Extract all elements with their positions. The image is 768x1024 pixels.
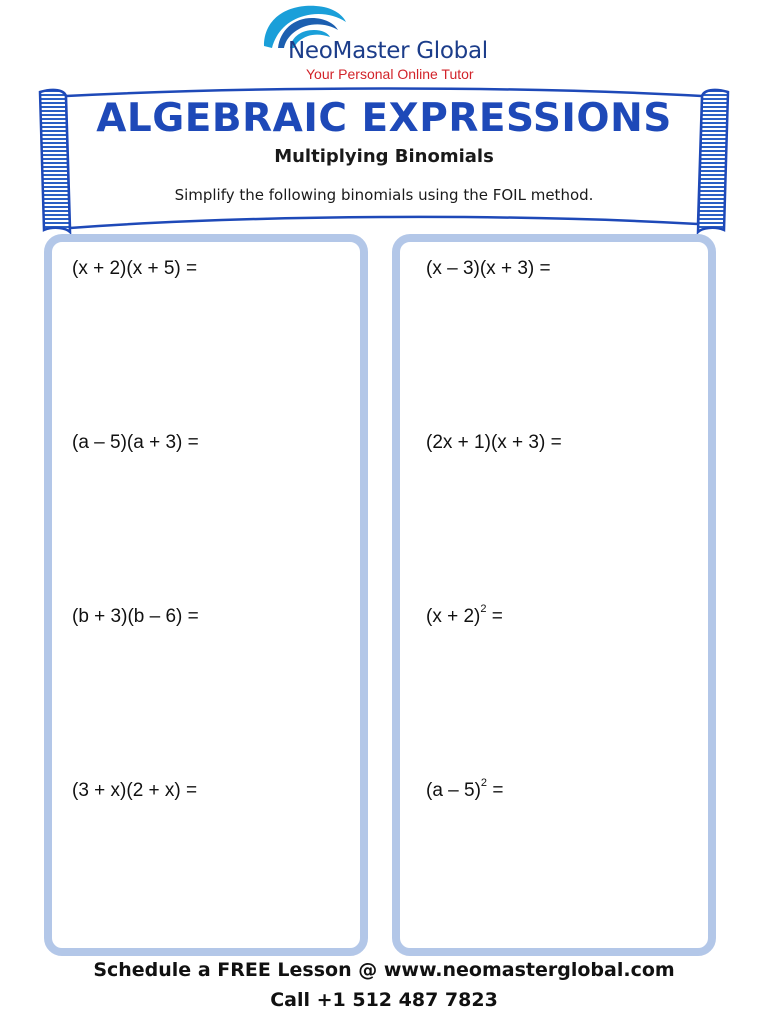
- problem-panel-right: [392, 234, 716, 956]
- instructions-text: Simplify the following binomials using the FOIL method.: [174, 186, 594, 204]
- problem-panel-left: [44, 234, 368, 956]
- problem-item: (3 + x)(2 + x) =: [72, 780, 198, 801]
- problem-item: (b + 3)(b – 6) =: [72, 606, 199, 627]
- brand-logo: [258, 2, 528, 84]
- problem-item: (2x + 1)(x + 3) =: [426, 432, 562, 453]
- problem-item: $(x + 2)^2$ =: [426, 603, 503, 627]
- problem-item: (x – 3)(x + 3) =: [426, 258, 551, 279]
- footer-schedule-link[interactable]: Schedule a FREE Lesson @ www.neomasterglobal.com: [93, 959, 675, 981]
- page-title: ALGEBRAIC EXPRESSIONS: [96, 96, 672, 141]
- footer-phone[interactable]: Call +1 512 487 7823: [270, 989, 498, 1011]
- problem-item: (x + 2)(x + 5) =: [72, 258, 198, 279]
- brand-name: NeoMaster Global: [288, 38, 488, 64]
- page-subtitle: Multiplying Binomials: [274, 146, 494, 167]
- problem-item: (a – 5)$^2$ =: [426, 777, 504, 801]
- problem-item: (a – 5)(a + 3) =: [72, 432, 199, 453]
- brand-tagline: Your Personal Online Tutor: [306, 66, 474, 82]
